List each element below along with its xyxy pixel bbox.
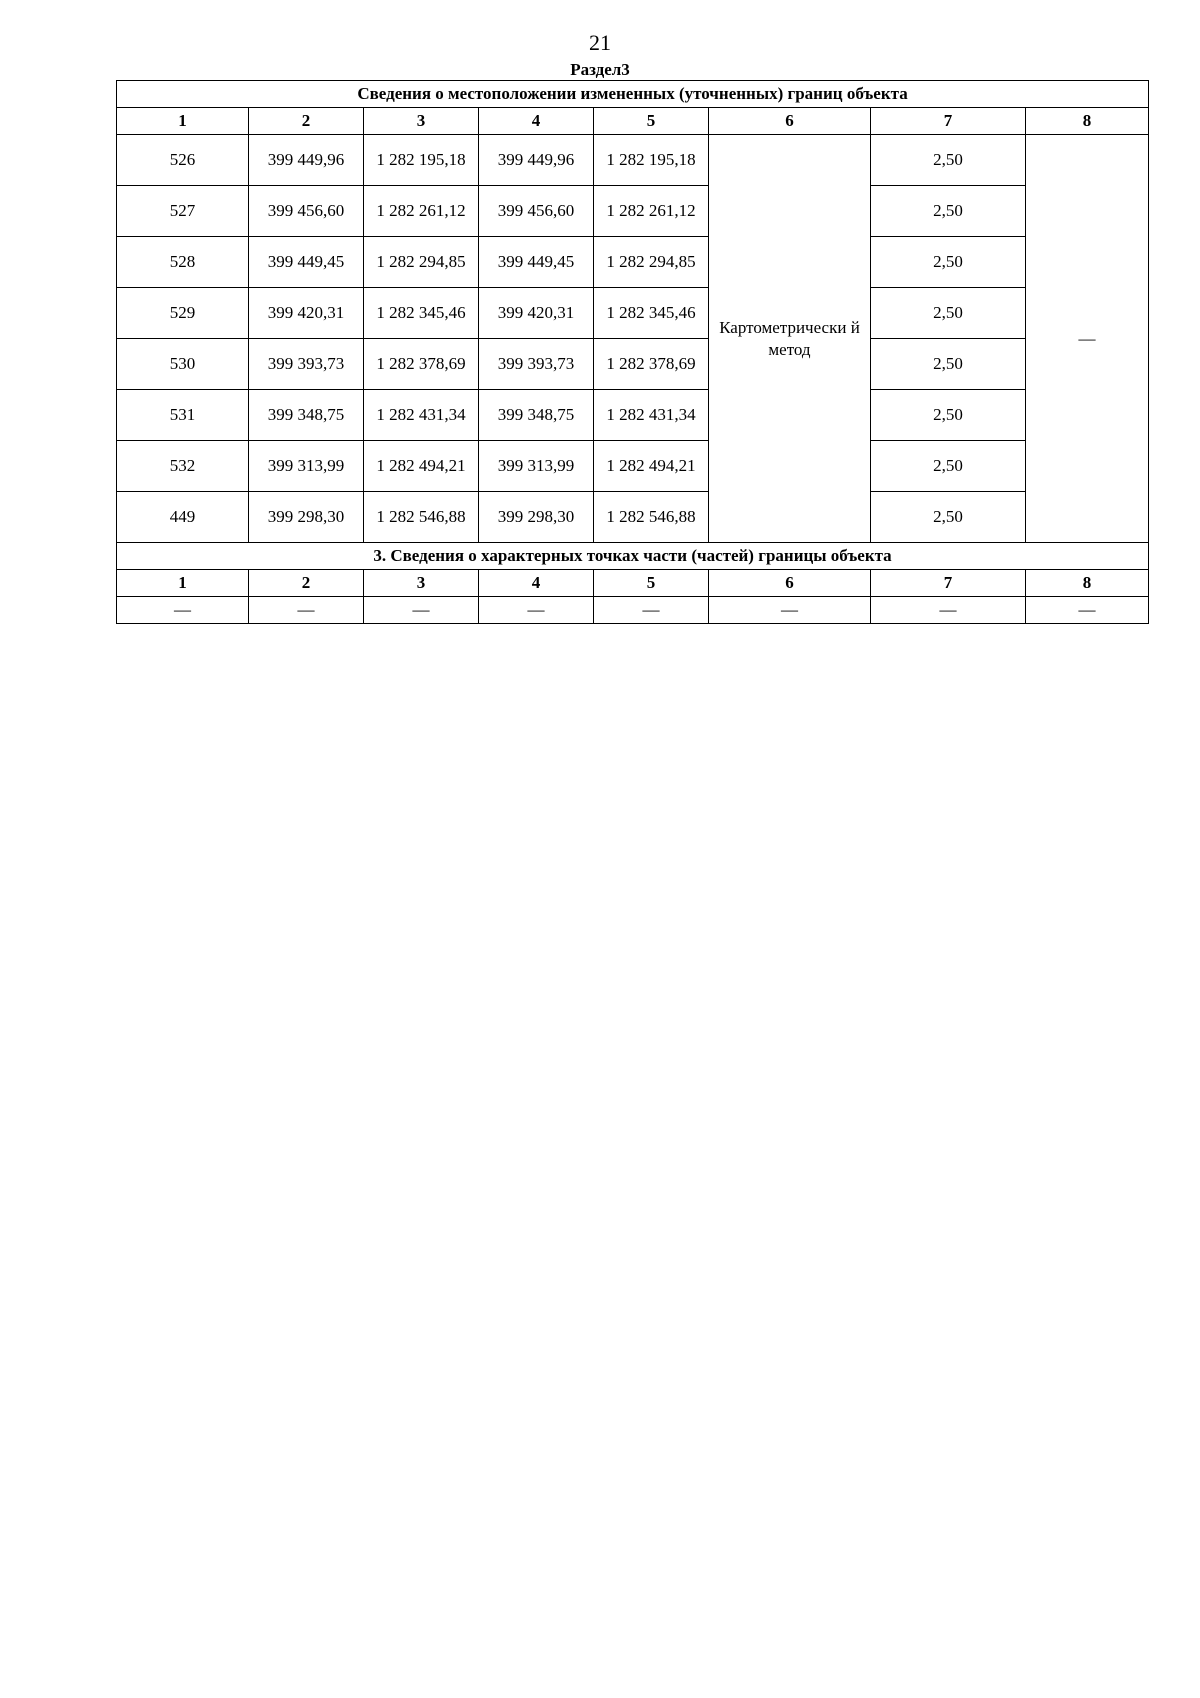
dash-cell: — [1026,597,1149,624]
col-number: 3 [364,570,479,597]
y-coordinate: 1 282 294,85 [364,237,479,288]
table-row [117,339,1149,390]
x-coordinate: 399 456,60 [249,186,364,237]
col-number: 4 [479,570,594,597]
point-number: 531 [117,390,249,441]
page-number: 21 [589,30,611,55]
dash-cell: — [117,597,249,624]
y-coordinate-new: 1 282 378,69 [594,339,709,390]
x-coordinate: 399 393,73 [249,339,364,390]
accuracy-value: 2,50 [871,288,1026,339]
dash-cell: — [479,597,594,624]
y-coordinate: 1 282 195,18 [364,135,479,186]
accuracy-value: 2,50 [871,441,1026,492]
col-number: 8 [1026,570,1149,597]
point-number: 532 [117,441,249,492]
col-number: 6 [709,108,871,135]
y-coordinate-new: 1 282 195,18 [594,135,709,186]
table-row [117,441,1149,492]
x-coordinate-new: 399 393,73 [479,339,594,390]
accuracy-value: 2,50 [871,237,1026,288]
dash-cell: — [594,597,709,624]
col-number: 8 [1026,108,1149,135]
coordinates-table [116,80,1149,624]
y-coordinate: 1 282 378,69 [364,339,479,390]
col-number: 4 [479,108,594,135]
dash-cell: — [871,597,1026,624]
table-row [117,597,1149,624]
accuracy-value: 2,50 [871,135,1026,186]
table1-caption: Сведения о местоположении измененных (уточненных) границ объекта [117,81,1149,108]
x-coordinate-new: 399 313,99 [479,441,594,492]
y-coordinate: 1 282 546,88 [364,492,479,543]
y-coordinate: 1 282 494,21 [364,441,479,492]
col-number: 7 [871,108,1026,135]
table-row [117,288,1149,339]
col-number: 2 [249,570,364,597]
accuracy-value: 2,50 [871,339,1026,390]
col-number: 5 [594,570,709,597]
y-coordinate-new: 1 282 345,46 [594,288,709,339]
point-number: 528 [117,237,249,288]
x-coordinate: 399 449,45 [249,237,364,288]
table-row [117,135,1149,186]
point-number: 526 [117,135,249,186]
table2-caption: 3. Сведения о характерных точках части (частей) границы объекта [117,543,1149,570]
x-coordinate: 399 449,96 [249,135,364,186]
x-coordinate-new: 399 449,96 [479,135,594,186]
y-coordinate: 1 282 261,12 [364,186,479,237]
table-row [117,390,1149,441]
point-number: 530 [117,339,249,390]
col-number: 1 [117,108,249,135]
x-coordinate: 399 313,99 [249,441,364,492]
dash-cell: — [364,597,479,624]
x-coordinate: 399 298,30 [249,492,364,543]
y-coordinate-new: 1 282 494,21 [594,441,709,492]
x-coordinate: 399 348,75 [249,390,364,441]
accuracy-value: 2,50 [871,492,1026,543]
accuracy-value: 2,50 [871,186,1026,237]
x-coordinate-new: 399 348,75 [479,390,594,441]
col-number: 1 [117,570,249,597]
y-coordinate: 1 282 345,46 [364,288,479,339]
x-coordinate-new: 399 456,60 [479,186,594,237]
accuracy-value: 2,50 [871,390,1026,441]
point-number: 529 [117,288,249,339]
y-coordinate-new: 1 282 294,85 [594,237,709,288]
x-coordinate: 399 420,31 [249,288,364,339]
point-number: 527 [117,186,249,237]
point-number: 449 [117,492,249,543]
col-number: 3 [364,108,479,135]
y-coordinate: 1 282 431,34 [364,390,479,441]
y-coordinate-new: 1 282 261,12 [594,186,709,237]
table-row [117,237,1149,288]
table-row [117,186,1149,237]
dash-cell: — [709,597,871,624]
x-coordinate-new: 399 298,30 [479,492,594,543]
method-cell: Картометрически й метод [709,135,871,543]
dash-cell: — [249,597,364,624]
table-row [117,492,1149,543]
x-coordinate-new: 399 449,45 [479,237,594,288]
section-title: Раздел3 [570,60,630,79]
col-number: 6 [709,570,871,597]
col8-dash: — [1026,135,1149,543]
x-coordinate-new: 399 420,31 [479,288,594,339]
y-coordinate-new: 1 282 546,88 [594,492,709,543]
col-number: 5 [594,108,709,135]
col-number: 7 [871,570,1026,597]
col-number: 2 [249,108,364,135]
y-coordinate-new: 1 282 431,34 [594,390,709,441]
